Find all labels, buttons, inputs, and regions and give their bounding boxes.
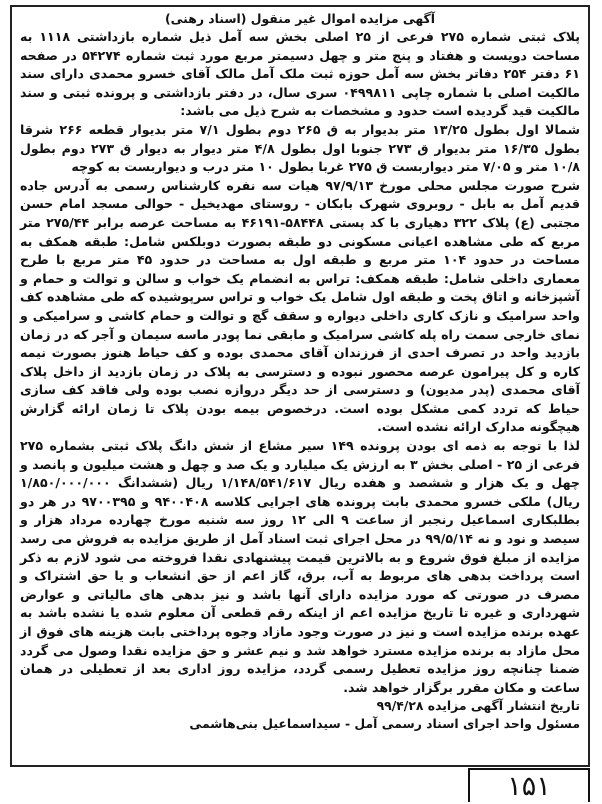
auction-terms-paragraph: لذا با توجه به ذمه ای بودن پرونده ۱۴۹ سیر مشاع از شش دانگ پلاک ثبتی بشماره ۲۷۵ فرعی از ۲۵ - اصلی بخش ۳ به ارزش یک میلیارد و یک صد و چهل و هشت میلیون و پانصد و چهل و یک هزار و ششصد و هفده ریال ۱/۱۴۸/۵۴۱/۶۱۷ ریال (ششدانگ ۱/۸۵۰/۰۰۰/۰۰۰ ریال) ملکی خسرو محمدی بابت پرونده های اجرایی کلاسه ۹۴۰۰۴۰۸ و ۹۷۰۰۳۹۵ در هر دو بطلبکاری اسماعیل رنجبر از ساعت ۹ الی ۱۲ روز سه شنبه مورخ چهارده مرداد هزار و سیصد و نود و نه ۹۹/۵/۱۴ در محل اجرای ثبت اسناد آمل از طریق مزایده به فروش می رسد مزایده از مبلغ فوق شروع و به بالاترین قیمت پیشنهادی نقدا فروخته می شود لازم به ذکر است پرداخت بدهی های مربوط به آب، برق، گاز اعم از حق انشعاب و یا حق اشتراک و مصرف در صورتی که مورد مزایده دارای آنها باشد و نیز بدهی های مالیاتی و عوارض شهرداری و غیره تا تاریخ مزایده اعم از اینکه رقم قطعی آن معلوم شده یا نشده باشد به عهده برنده مزایده است و نیز در صورت وجود مازاد وجوه پرداختی بابت هزینه های فوق از محل مازاد به برنده مزایده مسترد خواهد شد و نیم عشر و حق مزایده نقدا وصول می گردد ضمنا چنانچه روز مزایده تعطیل رسمی گردد، مزایده روز اداری بعد از تعطیلی در همان ساعت و مکان مقرر برگزار خواهد شد.: [20, 438, 580, 695]
signature-line: مسئول واحد اجرای اسناد رسمی آمل - سیداسماعیل بنی‌هاشمی: [189, 716, 580, 732]
publish-date: تاریخ انتشار آگهی مزایده ۹۹/۴/۲۸: [376, 698, 580, 714]
property-description-paragraph: پلاک ثبتی شماره ۲۷۵ فرعی از ۲۵ اصلی بخش سه آمل ذیل شماره بازداشتی ۱۱۱۸ به مساحت دویست و هفتاد و پنج متر و چهل دسیمتر مربع مورد ثبت شماره ۵۴۲۷۴ در صفحه ۶۱ دفتر ۲۵۴ دفاتر بخش سه آمل حوزه ثبت ملک آمل مالک آقای خسرو محمدی دارای سند مالکیت اصلی با شماره چاپی ۰۴۹۹۸۱۱ سری سال، در دفتر بازداشتی و پرونده ثبتی و سند مالکیت قید گردیده است حدود و مشخصات به شرح ذیل می باشد:: [20, 29, 580, 119]
notice-number-stamp: ۱۵۱: [468, 768, 590, 802]
expert-report-paragraph: شرح صورت مجلس محلی مورخ ۹۷/۹/۱۳ هیات سه نفره کارشناس رسمی به آدرس جاده قدیم آمل به بابل - روبروی شهرک بابکان - روستای مهدیخیل - حوالی مسجد امام حسن مجتبی (ع) پلاک ۳۲۲ دهیاری با کد پستی ۵۸۴۴۸-۴۶۱۹۱ به مساحت عرصه برابر ۲۷۵/۴۴ متر مربع که طی مشاهده اعیانی مسکونی دو طبقه بصورت دوبلکس شامل: طبقه همکف به مساحت در حدود ۱۰۴ متر مربع و طبقه اول به مساحت در حدود ۴۵ متر مربع با طرح معماری داخلی شامل: طبقه همکف: تراس به انضمام یک خواب و سالن و توالت و حمام و آشپزخانه و اتاق پخت و طبقه اول شامل یک خواب و تراس سرپوشیده که طی مشاهده کف واحد سرامیک و نازک کاری داخلی دیواره و سقف گچ و توالت و حمام کاشی و سرامیکی و نمای خارجی سمت راه پله کاشی سرامیک و مابقی نما پودر ماسه سیمان و آجر که در زمان بازدید واحد در تصرف احدی از فرزندان آقای محمدی بوده و کف حیاط هنوز بصورت نیمه کاره و کل پیرامون عرصه محصور نبوده و دسترسی به پلاک در زمان بازدید از داخل پلاک آقای محمدی (پدر مدیون) و دسترسی از حد دیگر دروازه نصب بوده ولی فاقد کف سازی حیاط که تردد کمی مشکل بوده است. درخصوص بیمه بودن پلاک تا زمان ارائه گزارش هیچگونه مدارک ارائه نشده است.: [20, 177, 580, 435]
notice-box: [10, 5, 590, 767]
notice-title: آگهی مزایده اموال غیر منقول (اسناد رهنی): [164, 11, 436, 26]
boundaries-paragraph: شمالا اول بطول ۱۳/۲۵ متر بدیوار به ق ۲۶۵ دوم بطول ۷/۱ متر بدیوار قطعه ۲۶۶ شرقا بطول ۱۶/۳۵ متر بدیوار ق ۲۷۳ جنوبا اول بطول ۴/۸ متر دیوار به دیوار ق ۲۷۳ دوم بطول ۱۰/۸ متر و ۷/۰۵ متر دیواربست ق ۲۷۵ غربا بطول ۱۰ متر درب و دیواربست به کوچه: [20, 121, 580, 175]
